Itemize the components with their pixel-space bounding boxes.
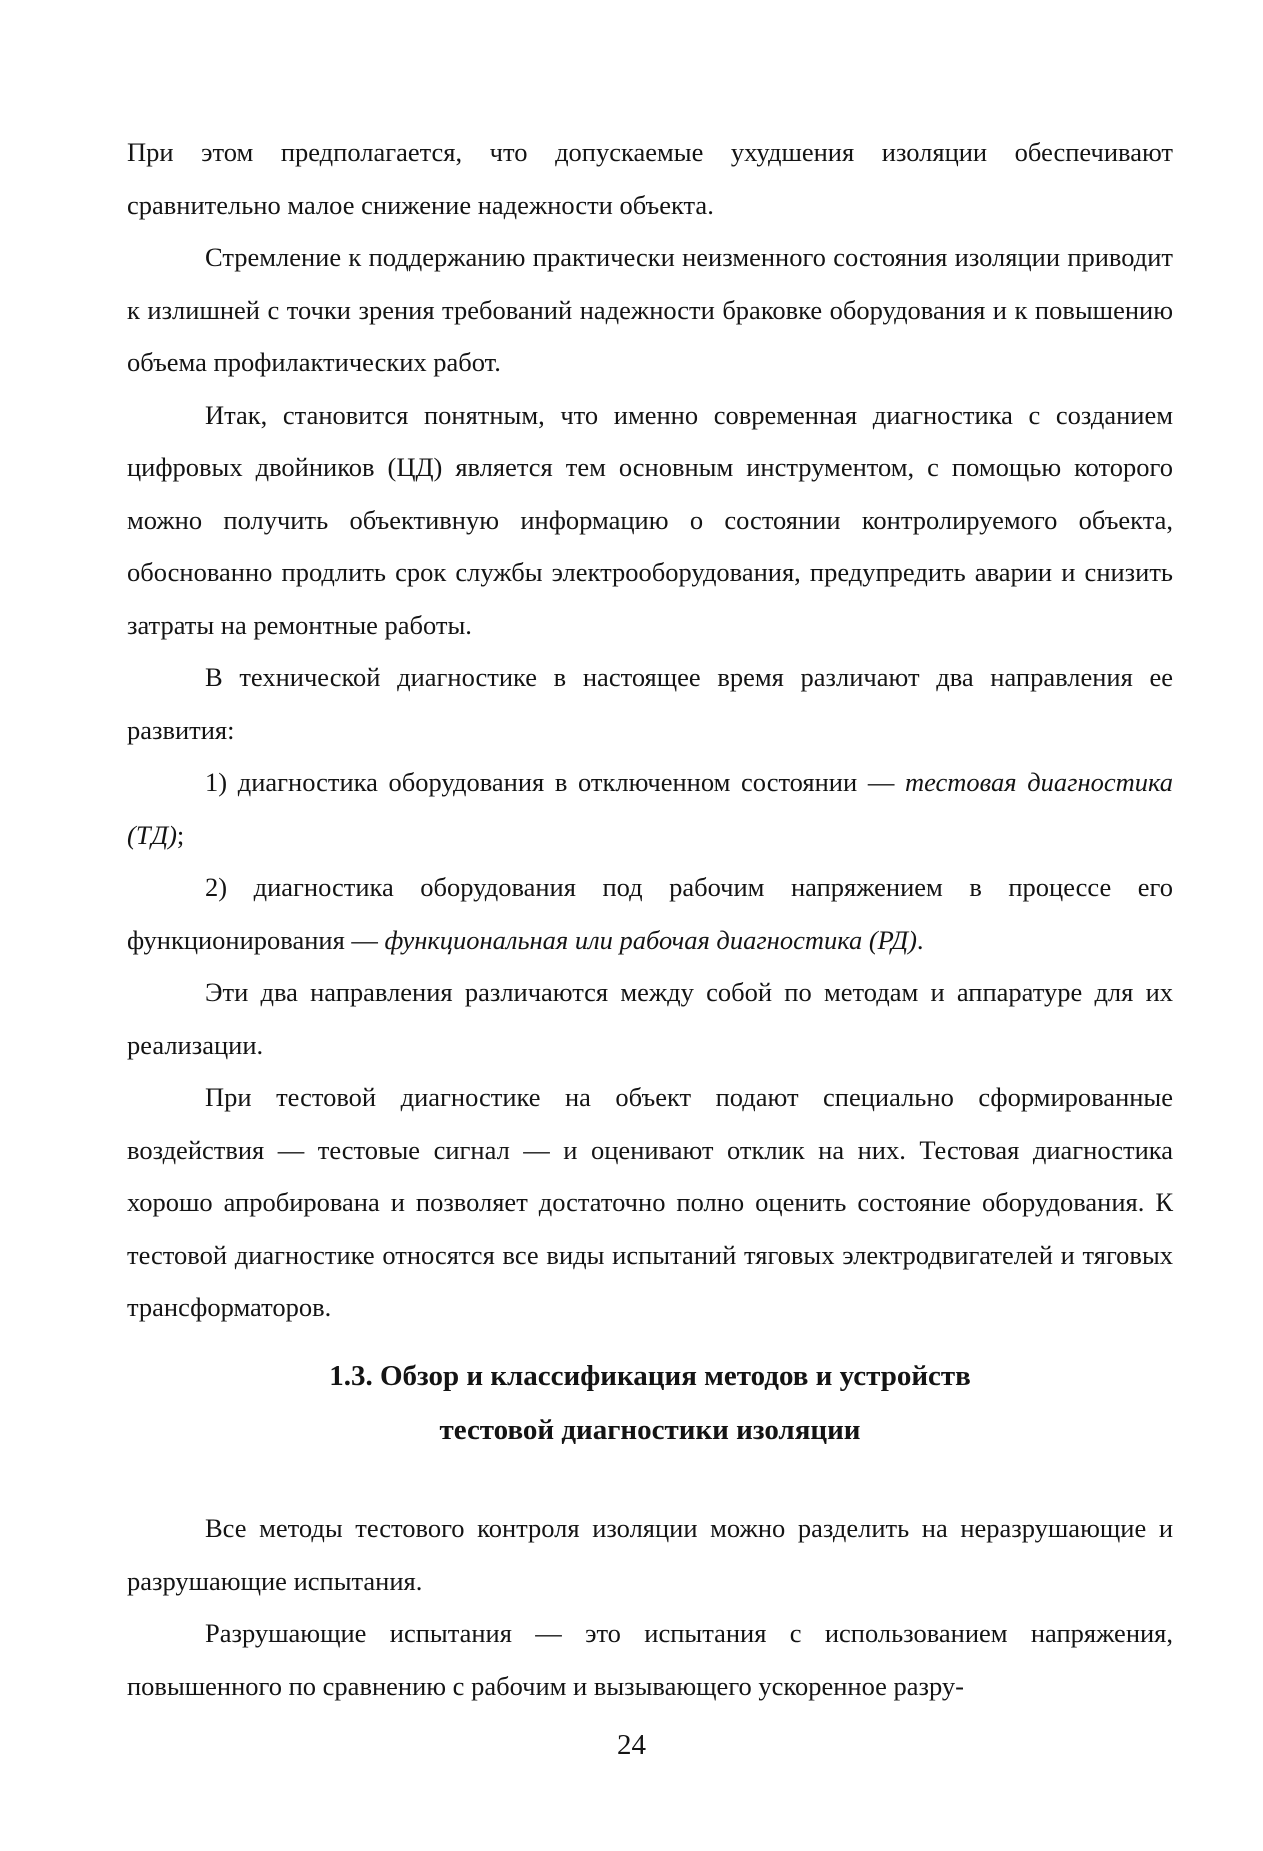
list-item-2-text: 2) диагностика оборудования под рабочим напряжением в процессе его функционирования —	[127, 872, 1173, 955]
paragraph-4: В технической диагностике в настоящее время различают два направления ее развития:	[127, 662, 1173, 745]
list-item-1-text: 1) диагностика оборудования в отключенном состоянии —	[205, 767, 905, 797]
paragraph-8: Разрушающие испытания — это испытания с использованием напряжения, повышенного по сравнению с рабочим и вызывающего ускоренное разру-	[127, 1618, 1173, 1701]
list-item-2-tail: .	[916, 924, 924, 955]
list-item-2-term: функциональная или рабочая диагностика (РД)	[384, 924, 917, 955]
paragraph-5: Эти два направления различаются между собой по методам и аппаратуре для их реализации.	[127, 977, 1173, 1060]
body-text-bottom	[127, 1502, 1173, 1712]
paragraph-7: Все методы тестового контроля изоляции можно разделить на неразрушающие и разрушающие испытания.	[127, 1513, 1173, 1596]
paragraph-2: Стремление к поддержанию практически неизменного состояния изоляции приводит к излишней с точки зрения требований надежности браковке оборудования и к повышению объема профилактических работ.	[127, 242, 1173, 377]
paragraph-3: Итак, становится понятным, что именно современная диагностика с созданием цифровых двойников (ЦД) является тем основным инструментом, с помощью которого можно получить объективную информацию о состоянии контролируемого объекта, обоснованно продлить срок службы электрооборудования, предупредить аварии и снизить затраты на ремонтные работы.	[127, 399, 1173, 640]
section-heading-line-2: тестовой диагностики изоляции	[439, 1414, 861, 1446]
section-heading	[127, 1349, 1173, 1457]
section-heading-line-1: 1.3. Обзор и классификация методов и устройств	[329, 1360, 971, 1392]
paragraph-6: При тестовой диагностике на объект подают специально сформированные воздействия — тестовые сигнал — и оценивают отклик на них. Тестовая диагностика хорошо апробирована и позволяет достаточно полно оценить состояние оборудования. К тестовой диагностике относятся все виды испытаний тяговых электродвигателей и тяговых трансформаторов.	[127, 1082, 1173, 1322]
paragraph-1: При этом предполагается, что допускаемые ухудшения изоляции обеспечивают сравнительно малое снижение надежности объекта.	[127, 137, 1173, 220]
list-item-1-term: тестовая диагностика (ТД)	[127, 767, 1174, 850]
list-item-2	[127, 861, 1173, 966]
page-number: 24	[617, 1729, 646, 1761]
list-item-1-tail: ;	[176, 819, 185, 850]
body-text-top	[127, 126, 1173, 1334]
list-item-1	[127, 756, 1173, 861]
